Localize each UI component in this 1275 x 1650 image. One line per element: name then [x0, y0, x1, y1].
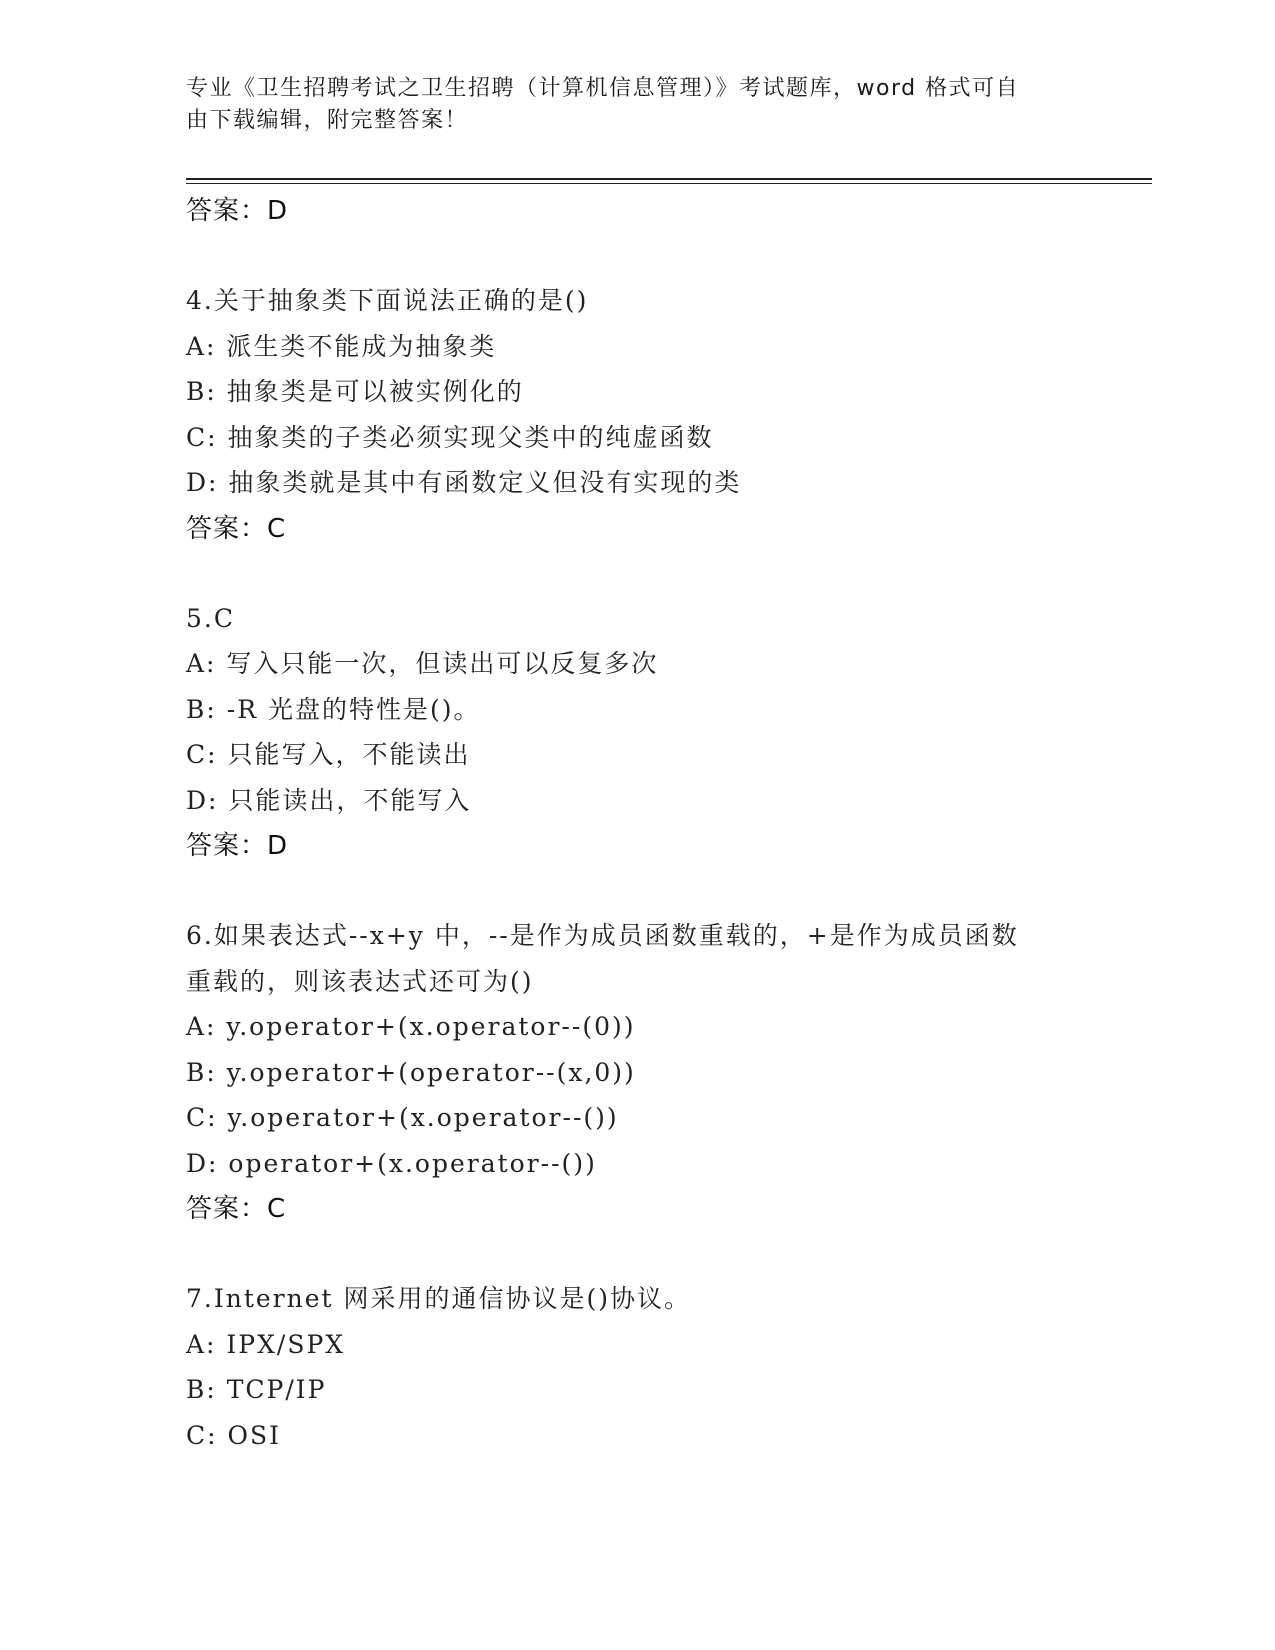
header-divider-thick: [186, 178, 1152, 180]
spacer: [186, 552, 1086, 596]
answer: 答案：C: [186, 513, 287, 544]
option-b: B: TCP/IP: [186, 1375, 327, 1404]
question-4: [186, 278, 1086, 552]
answer: 答案：C: [186, 1194, 287, 1224]
option-b: B: -R 光盘的特性是()。: [186, 694, 481, 724]
option-a: A: 写入只能一次，但读出可以反复多次: [186, 649, 659, 678]
spacer: [186, 234, 1086, 278]
document-header: [186, 73, 1066, 137]
question-stem: 4.关于抽象类下面说法正确的是(): [186, 286, 589, 315]
option-c: C: y.operator+(x.operator--()): [186, 1103, 619, 1132]
option-c: C: 只能写入，不能读出: [186, 740, 471, 769]
option-d: D: operator+(x.operator--()): [186, 1148, 597, 1178]
spacer: [186, 1232, 1086, 1276]
question-stem-line-2: 重载的，则该表达式还可为(): [186, 966, 534, 996]
question-5: [186, 596, 1086, 870]
answer-previous: 答案：D: [186, 196, 289, 226]
header-line-2: 由下载编辑，附完整答案！: [186, 108, 469, 133]
answer: 答案：D: [186, 831, 289, 861]
option-a: A: 派生类不能成为抽象类: [186, 331, 497, 361]
question-6: [186, 913, 1086, 1232]
option-a: A: y.operator+(x.operator--(0)): [186, 1012, 636, 1041]
spacer: [186, 869, 1086, 913]
option-d: D: 抽象类就是其中有函数定义但没有实现的类: [186, 468, 742, 497]
option-c: C: 抽象类的子类必须实现父类中的纯虚函数: [186, 422, 714, 452]
option-a: A: IPX/SPX: [186, 1329, 346, 1359]
header-divider-thin: [186, 183, 1152, 184]
header-line-1: 专业《卫生招聘考试之卫生招聘（计算机信息管理）》考试题库，word 格式可自: [186, 76, 1020, 101]
document-content: [186, 188, 1086, 1458]
question-stem-line-1: 6.如果表达式--x+y 中，--是作为成员函数重载的，+是作为成员函数: [186, 921, 1019, 950]
option-c: C: OSI: [186, 1420, 281, 1450]
option-b: B: 抽象类是可以被实例化的: [186, 377, 524, 406]
question-stem: 7.Internet 网采用的通信协议是()协议。: [186, 1284, 692, 1313]
option-b: B: y.operator+(operator--(x,0)): [186, 1057, 636, 1087]
question-stem: 5.C: [186, 603, 235, 633]
question-7: [186, 1276, 1086, 1458]
option-d: D: 只能读出，不能写入: [186, 785, 472, 815]
